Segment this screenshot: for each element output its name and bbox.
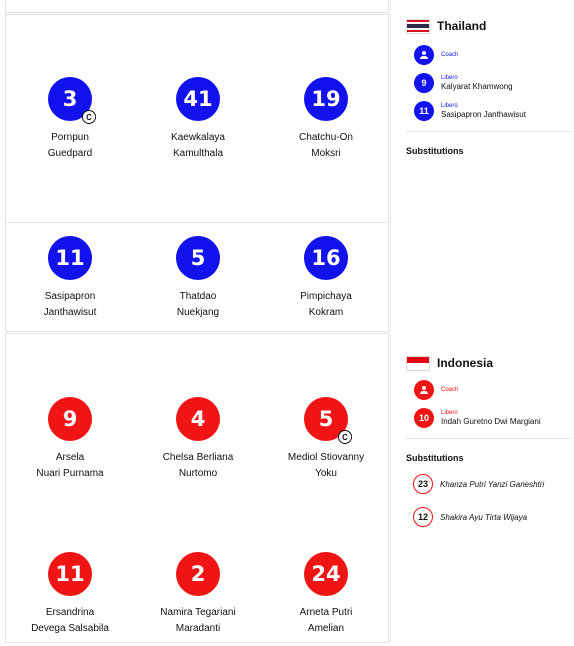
previous-court-edge (5, 0, 389, 13)
team-name: Indonesia (437, 356, 494, 370)
player-card[interactable] (134, 552, 262, 637)
jersey-number-badge: 9 (48, 397, 92, 441)
player-card[interactable] (134, 397, 262, 482)
coach-row[interactable] (406, 380, 572, 400)
libero-row[interactable] (406, 408, 572, 428)
staff-name: Kalyarat Khamwong (441, 82, 513, 91)
player-name: Arsela Nuari Purnama (36, 452, 104, 479)
captain-badge: C (338, 430, 352, 444)
jersey-number-badge: 11 (48, 552, 92, 596)
player-name: Sasipapron Janthawisut (43, 291, 97, 318)
player-card[interactable] (262, 236, 390, 321)
player-name: Mediol Stiovanny Yoku (287, 452, 365, 479)
coach-avatar-icon (414, 45, 434, 65)
jersey-number-badge: 2 (176, 552, 220, 596)
indonesia-team-panel (406, 353, 572, 527)
player-card[interactable] (6, 77, 134, 162)
jersey-number-badge: 5 C (304, 397, 348, 441)
player-card[interactable] (6, 236, 134, 321)
staff-name: Indah Guretno Dwi Margiani (441, 417, 541, 426)
staff-role: Libero (441, 103, 458, 109)
player-card[interactable] (134, 77, 262, 162)
team-header (406, 16, 572, 36)
player-card[interactable] (262, 552, 390, 637)
panel-divider (406, 438, 572, 439)
jersey-number-badge: 16 (304, 236, 348, 280)
player-card[interactable] (6, 552, 134, 637)
panel-divider (406, 131, 572, 132)
player-name: Pornpun Guedpard (47, 132, 93, 159)
player-name: Kaewkalaya Kamulthala (171, 132, 225, 159)
libero-number-badge: 10 (414, 408, 434, 428)
substitute-name: Khanza Putri Yanzi Ganeshtri (440, 479, 545, 489)
player-name: Pimpichaya Kokram (300, 291, 352, 318)
thailand-court (5, 14, 389, 332)
player-name: Namira Tegariani Maradanti (160, 607, 236, 634)
substitute-number-badge: 23 (413, 474, 433, 494)
player-card[interactable] (134, 236, 262, 321)
jersey-number-badge: 24 (304, 552, 348, 596)
substitutions-title: Substitutions (406, 453, 464, 463)
player-name: Chelsa Berliana Nurtomo (162, 452, 234, 479)
indonesia-court (5, 333, 389, 643)
captain-badge: C (82, 110, 96, 124)
team-name: Thailand (437, 19, 487, 33)
libero-number-badge: 9 (414, 73, 434, 93)
jersey-number-badge: 41 (176, 77, 220, 121)
jersey-number-badge: 11 (48, 236, 92, 280)
court-row-divider (6, 222, 388, 223)
libero-row[interactable] (406, 73, 572, 93)
column-divider (390, 0, 391, 646)
player-card[interactable] (262, 77, 390, 162)
staff-role: Coach (441, 52, 459, 58)
player-name: Ersandrina Devega Salsabila (31, 607, 109, 634)
jersey-number-badge: 3 C (48, 77, 92, 121)
staff-role: Libero (441, 75, 458, 81)
staff-name: Sasipapron Janthawisut (441, 110, 526, 119)
libero-row[interactable] (406, 101, 572, 121)
coach-row[interactable] (406, 45, 572, 65)
libero-number-badge: 11 (414, 101, 434, 121)
coach-avatar-icon (414, 380, 434, 400)
player-card[interactable] (6, 397, 134, 482)
player-name: Chatchu-On Moksri (299, 132, 353, 159)
player-card[interactable] (262, 397, 390, 482)
substitute-number-badge: 12 (413, 507, 433, 527)
team-header (406, 353, 572, 373)
jersey-number-badge: 4 (176, 397, 220, 441)
substitution-row[interactable] (413, 474, 572, 494)
player-name: Arneta Putri Amelian (299, 607, 353, 634)
player-name: Thatdao Nuekjang (176, 291, 220, 318)
substitution-row[interactable] (413, 507, 572, 527)
staff-role: Coach (441, 387, 459, 393)
staff-role: Libero (441, 410, 458, 416)
indonesia-flag-icon (406, 356, 430, 371)
thailand-flag-icon (406, 19, 430, 34)
jersey-number-badge: 5 (176, 236, 220, 280)
thailand-team-panel (406, 16, 572, 156)
substitutions-title: Substitutions (406, 146, 464, 156)
substitute-name: Shakira Ayu Tirta Wijaya (440, 512, 528, 522)
jersey-number-badge: 19 (304, 77, 348, 121)
